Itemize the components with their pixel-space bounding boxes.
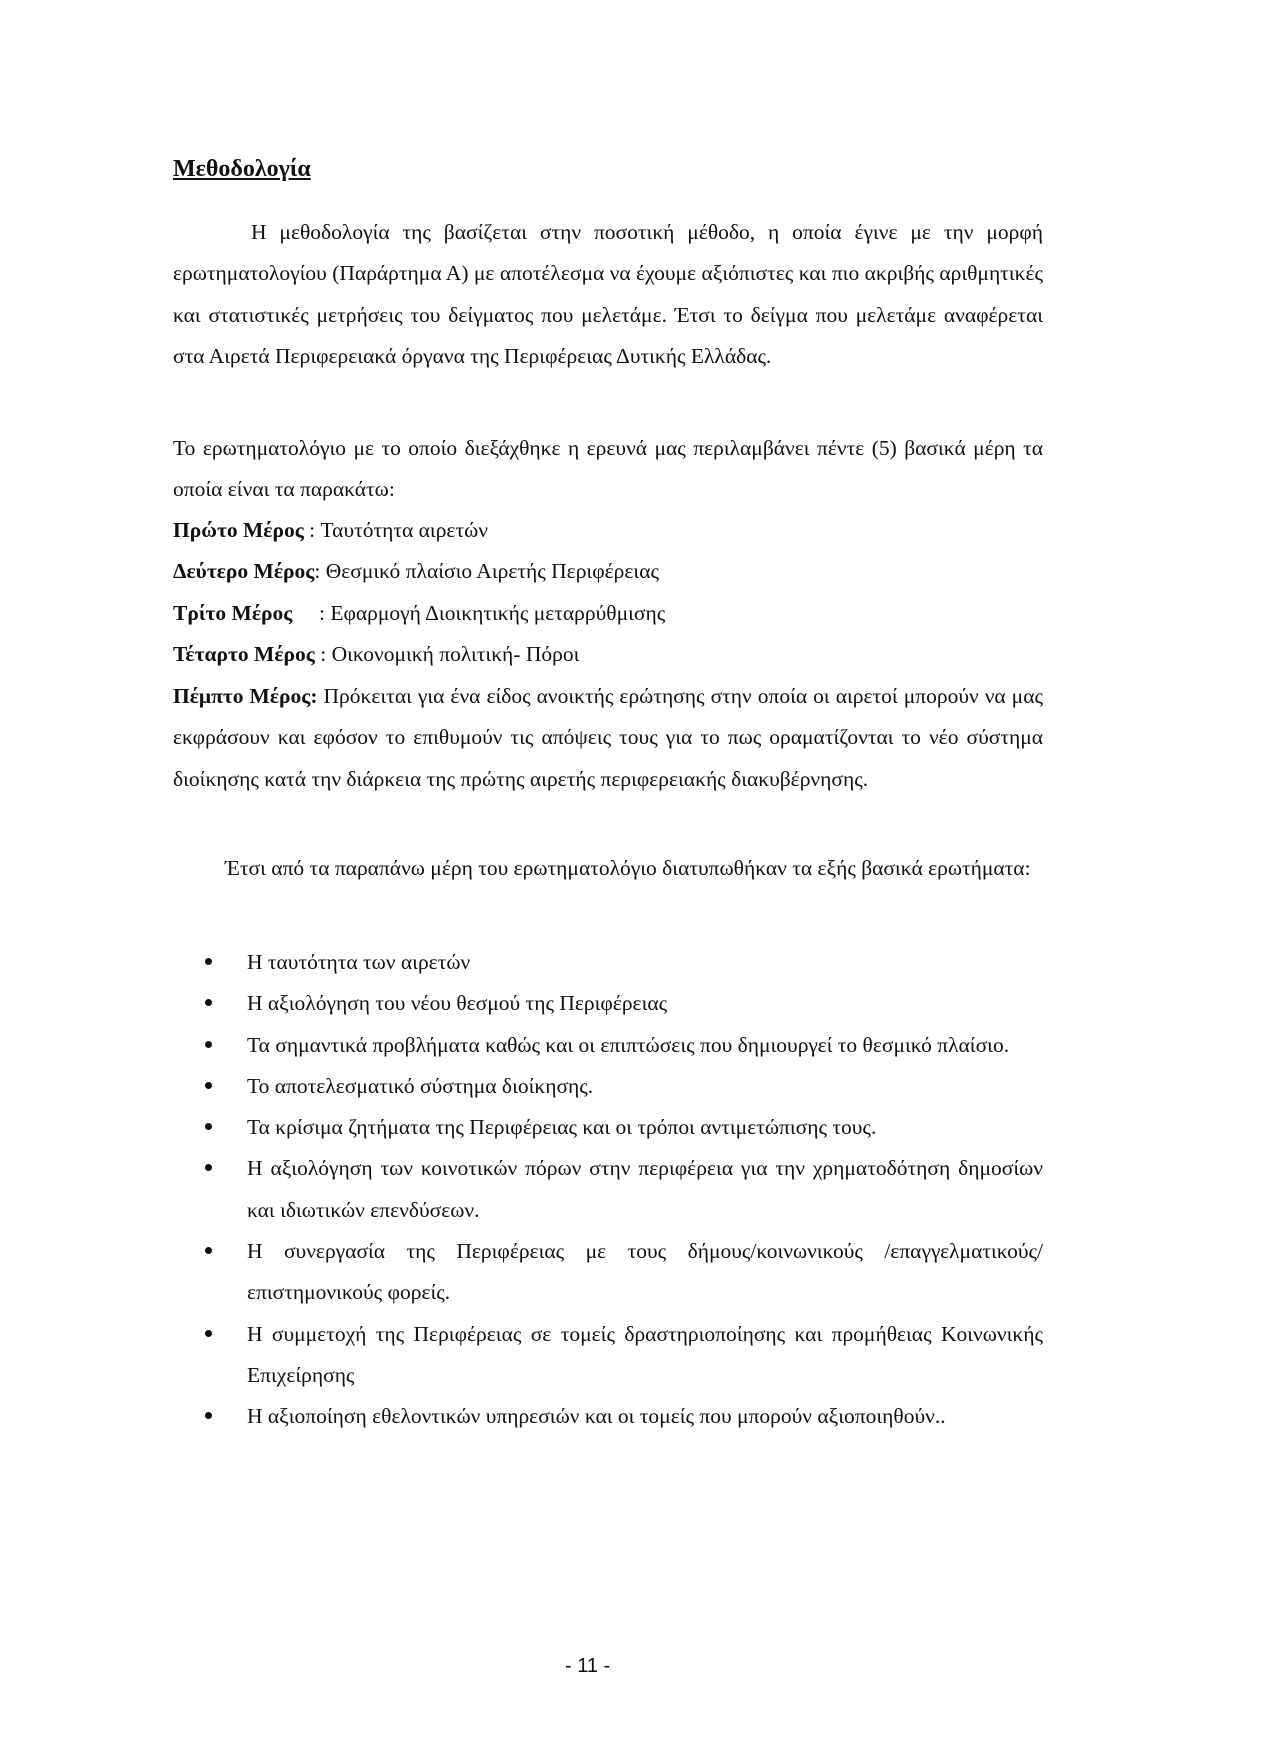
part-text: Εφαρμογή Διοικητικής μεταρρύθμισης: [330, 600, 666, 625]
questionnaire-paragraph: Το ερωτηματολόγιο με το οποίο διεξάχθηκε η ερευνά μας περιλαμβάνει πέντε (5) βασικά μέρη τα οποία είναι τα παρακάτω:: [173, 436, 1043, 502]
list-item: [173, 1314, 1043, 1397]
questionnaire-parts: [173, 510, 1043, 675]
bullet-icon: [205, 1041, 212, 1048]
bullet-icon: [205, 1164, 212, 1171]
part-label: Τρίτο Μέρος: [173, 600, 293, 625]
part-text: Ταυτότητα αιρετών: [320, 518, 488, 542]
list-item: [173, 1066, 1043, 1107]
list-item-text: Η αξιολόγηση των κοινοτικών πόρων στην περιφέρεια για την χρηματοδότηση δημοσίων και ιδιωτικών επενδύσεων.: [247, 1156, 1043, 1222]
list-item-text: Το αποτελεσματικό σύστημα διοίκησης.: [247, 1073, 594, 1098]
list-item: [173, 1231, 1043, 1314]
part-row: [173, 634, 1043, 675]
list-item-text: Τα κρίσιμα ζητήματα της Περιφέρειας και οι τρόποι αντιμετώπισης τους.: [247, 1115, 877, 1140]
part-row: [173, 510, 1043, 551]
part-separator: :: [314, 641, 332, 666]
part-separator: :: [319, 600, 331, 625]
questions-list: [173, 942, 1043, 1438]
questions-intro-paragraph: Έτσι από τα παραπάνω μέρη του ερωτηματολόγιο διατυπωθήκαν τα εξής βασικά ερωτήματα:: [225, 856, 1031, 880]
part5-paragraph: [173, 676, 1043, 800]
list-item: [173, 1107, 1043, 1148]
part-separator: :: [314, 559, 326, 584]
bullet-icon: [205, 999, 212, 1006]
list-item: [173, 942, 1043, 983]
section-heading: Μεθοδολογία: [173, 156, 311, 182]
list-item-text: Τα σημαντικά προβλήματα καθώς και οι επιπτώσεις που δημιουργεί το θεσμικό πλαίσιο.: [247, 1032, 1010, 1057]
list-item-text: Η ταυτότητα των αιρετών: [247, 950, 471, 974]
part-text: Οικονομική πολιτική- Πόροι: [331, 641, 580, 666]
part-label: Πέμπτο Μέρος:: [173, 684, 318, 708]
list-item: [173, 1396, 1043, 1437]
part-label: Πρώτο Μέρος: [173, 518, 304, 542]
bullet-icon: [205, 1123, 212, 1130]
list-item: [173, 1148, 1043, 1231]
part-label: Δεύτερο Μέρος: [173, 559, 315, 584]
part-text: Θεσμικό πλαίσιο Αιρετής Περιφέρειας: [325, 559, 659, 584]
list-item-text: Η συνεργασία της Περιφέρειας με τους δήμους/κοινωνικούς /επαγγελματικούς/επιστημονικούς φορείς.: [247, 1239, 1043, 1305]
bullet-icon: [205, 958, 212, 965]
bullet-icon: [205, 1082, 212, 1089]
bullet-icon: [205, 1412, 212, 1419]
list-item-text: Η συμμετοχή της Περιφέρειας σε τομείς δραστηριοποίησης και προμήθειας Κοινωνικής Επιχείρησης: [247, 1321, 1043, 1387]
part-separator: :: [303, 518, 321, 542]
intro-paragraph: Η μεθοδολογία της βασίζεται στην ποσοτική μέθοδο, η οποία έγινε με την μορφή ερωτηματολογίου (Παράρτημα Α) με αποτέλεσμα να έχουμε αξιόπιστες και πιο ακριβής αριθμητικές και στατιστικές μετρήσεις του δείγματος που μελετάμε. Έτσι το δείγμα που μελετάμε αναφέρεται στα Αιρετά Περιφερειακά όργανα της Περιφέρειας Δυτικής Ελλάδας.: [173, 220, 1043, 368]
part-row: [173, 593, 1043, 634]
list-item: [173, 983, 1043, 1024]
part-row: [173, 551, 1043, 592]
part5-text: Πρόκειται για ένα είδος ανοικτής ερώτησης στην οποία οι αιρετοί μπορούν να μας εκφράσουν και εφόσον το επιθυμούν τις απόψεις τους για το πως οραματίζονται το νέο σύστημα διοίκησης κατά την διάρκεια της πρώτης αιρετής περιφερειακής διακυβέρνησης.: [173, 684, 1043, 791]
list-item: [173, 1025, 1043, 1066]
bullet-icon: [205, 1247, 212, 1254]
list-item-text: Η αξιολόγηση του νέου θεσμού της Περιφέρειας: [247, 991, 668, 1016]
page-number: - 11 -: [565, 1655, 611, 1677]
part-label: Τέταρτο Μέρος: [173, 641, 315, 666]
list-item-text: Η αξιοποίηση εθελοντικών υπηρεσιών και οι τομείς που μπορούν αξιοποιηθούν..: [247, 1404, 946, 1429]
bullet-icon: [205, 1330, 212, 1337]
